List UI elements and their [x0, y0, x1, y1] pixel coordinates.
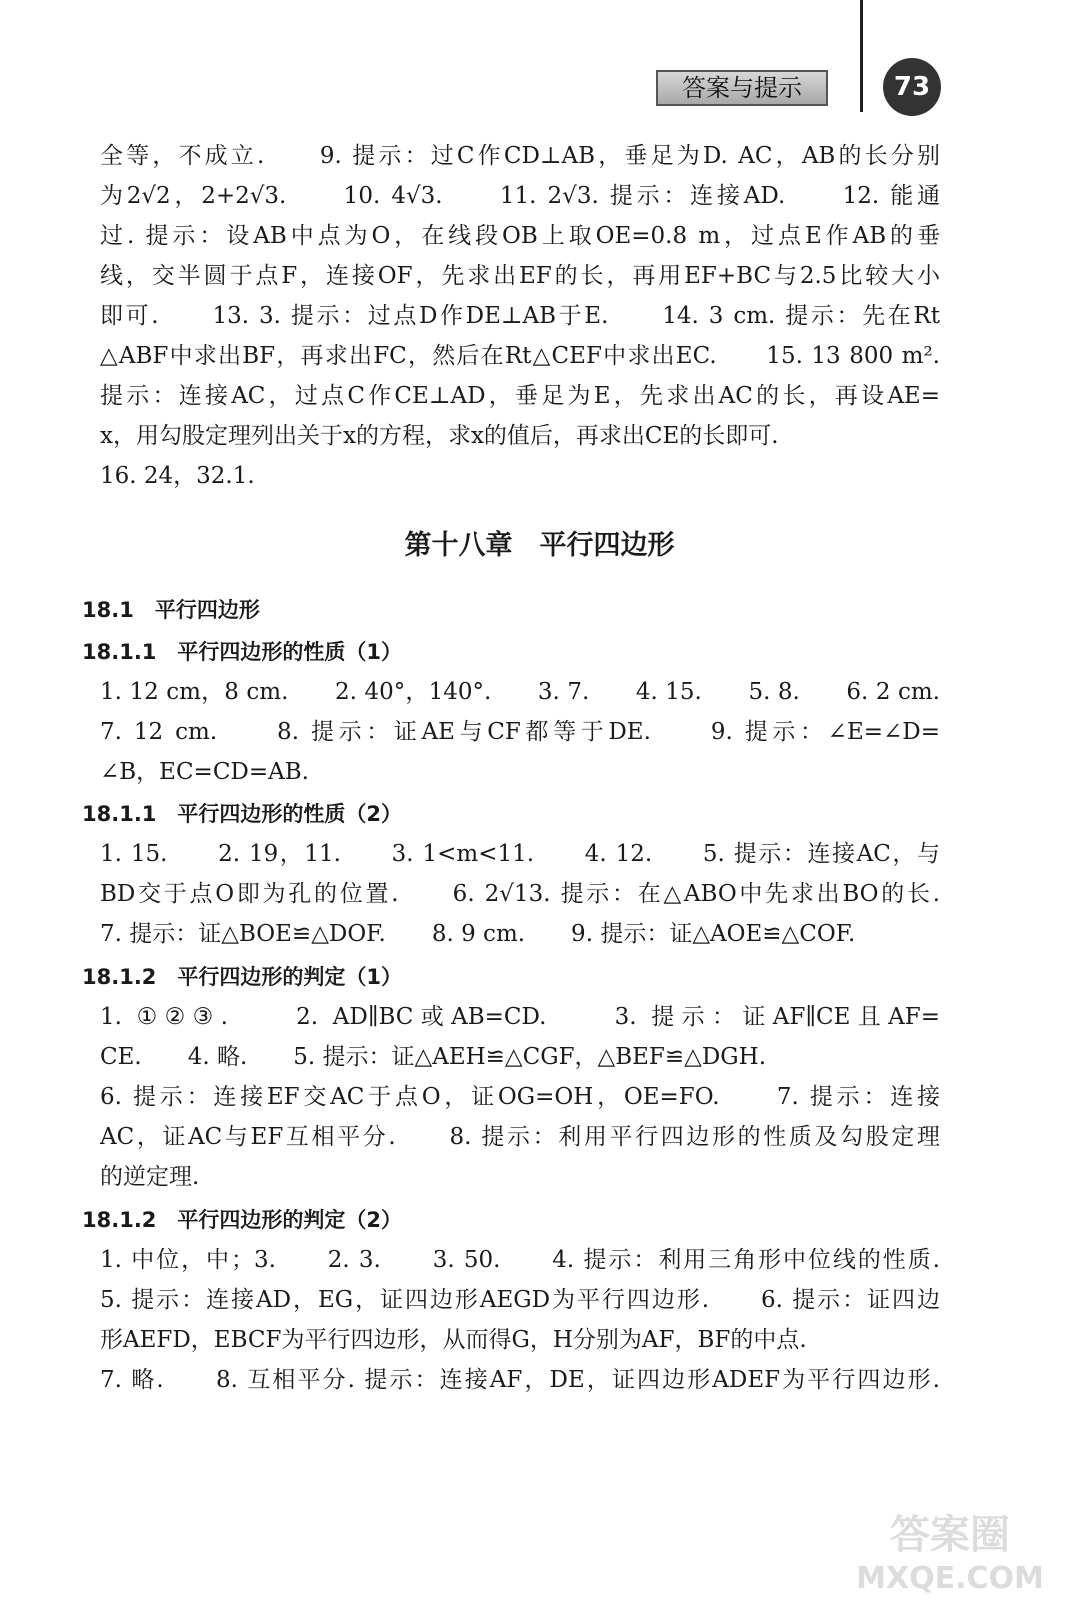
text-line: BD交于点O即为孔的位置. 6. 2√13. 提示：在△ABO中先求出BO的长. [100, 881, 940, 907]
text-line: 提示：连接AC，过点C作CE⊥AD，垂足为E，先求出AC的长，再设AE= [100, 383, 940, 409]
text-line: 1. 中位，中；3. 2. 3. 3. 50. 4. 提示：利用三角形中位线的性质. [100, 1247, 940, 1273]
section-answers [100, 672, 940, 792]
text-line: CE. 4. 略. 5. 提示：证△AEH≌△CGF，△BEF≌△DGH. [100, 1044, 767, 1070]
section-heading: 18.1 平行四边形 [82, 598, 260, 622]
text-line: 的逆定理. [100, 1164, 200, 1190]
section-heading: 18.1.2 平行四边形的判定（2） [82, 1208, 403, 1232]
section-answers [100, 1240, 940, 1400]
text-line: 为2√2，2+2√3. 10. 4√3. 11. 2√3. 提示：连接AD. 12. 能通 [100, 183, 940, 209]
text-line: 线，交半圆于点F，连接OF，先求出EF的长，再用EF+BC与2.5比较大小 [100, 263, 940, 289]
intro-paragraph [100, 136, 940, 496]
section-answers [100, 834, 940, 954]
text-line: 过. 提示：设AB中点为O，在线段OB上取OE=0.8 m，过点E作AB的垂 [100, 223, 940, 249]
page-number: 73 [883, 58, 941, 116]
text-line: 形AEFD，EBCF为平行四边形，从而得G，H分别为AF，BF的中点. [100, 1327, 807, 1353]
text-line: 1. 12 cm，8 cm. 2. 40°，140°. 3. 7. 4. 15. 5. 8. 6. 2 cm. [100, 679, 940, 705]
text-line: AC，证AC与EF互相平分. 8. 提示：利用平行四边形的性质及勾股定理 [100, 1124, 940, 1150]
section-heading: 18.1.1 平行四边形的性质（1） [82, 640, 403, 664]
text-line: 1. ①②③. 2. AD∥BC或AB=CD. 3. 提示：证AF∥CE且AF= [100, 1004, 940, 1030]
watermark-logo [830, 1500, 1070, 1595]
chapter-title: 第十八章 平行四边形 [404, 530, 675, 561]
text-line: 即可. 13. 3. 提示：过点D作DE⊥AB于E. 14. 3 cm. 提示：先在Rt [100, 303, 940, 329]
text-line: 16. 24，32.1. [100, 463, 255, 489]
header-label: 答案与提示 [656, 70, 828, 106]
section-answers [100, 997, 940, 1197]
text-line: 7. 提示：证△BOE≌△DOF. 8. 9 cm. 9. 提示：证△AOE≌△COF. [100, 921, 856, 947]
section-heading: 18.1.1 平行四边形的性质（2） [82, 802, 403, 826]
watermark-logo-text: 答案圈 [890, 1512, 1010, 1558]
text-line: 全等，不成立. 9. 提示：过C作CD⊥AB，垂足为D. AC，AB的长分别 [100, 143, 940, 169]
text-line: △ABF中求出BF，再求出FC，然后在Rt△CEF中求出EC. 15. 13 800 m². [100, 343, 940, 369]
text-line: 5. 提示：连接AD，EG，证四边形AEGD为平行四边形. 6. 提示：证四边 [100, 1287, 940, 1313]
section-heading: 18.1.2 平行四边形的判定（1） [82, 965, 403, 989]
text-line: 1. 15. 2. 19，11. 3. 1<m<11. 4. 12. 5. 提示：连接AC，与 [100, 841, 940, 867]
text-line: 7. 12 cm. 8. 提示：证AE与CF都等于DE. 9. 提示：∠E=∠D= [100, 719, 940, 745]
text-line: x，用勾股定理列出关于x的方程，求x的值后，再求出CE的长即可. [100, 423, 779, 449]
text-line: 7. 略. 8. 互相平分. 提示：连接AF，DE，证四边形ADEF为平行四边形. [100, 1367, 940, 1393]
watermark-url: MXQE.COM [856, 1561, 1044, 1595]
text-line: ∠B，EC=CD=AB. [100, 759, 309, 785]
header-divider-line [860, 0, 863, 112]
text-line: 6. 提示：连接EF交AC于点O，证OG=OH，OE=FO. 7. 提示：连接 [100, 1084, 940, 1110]
